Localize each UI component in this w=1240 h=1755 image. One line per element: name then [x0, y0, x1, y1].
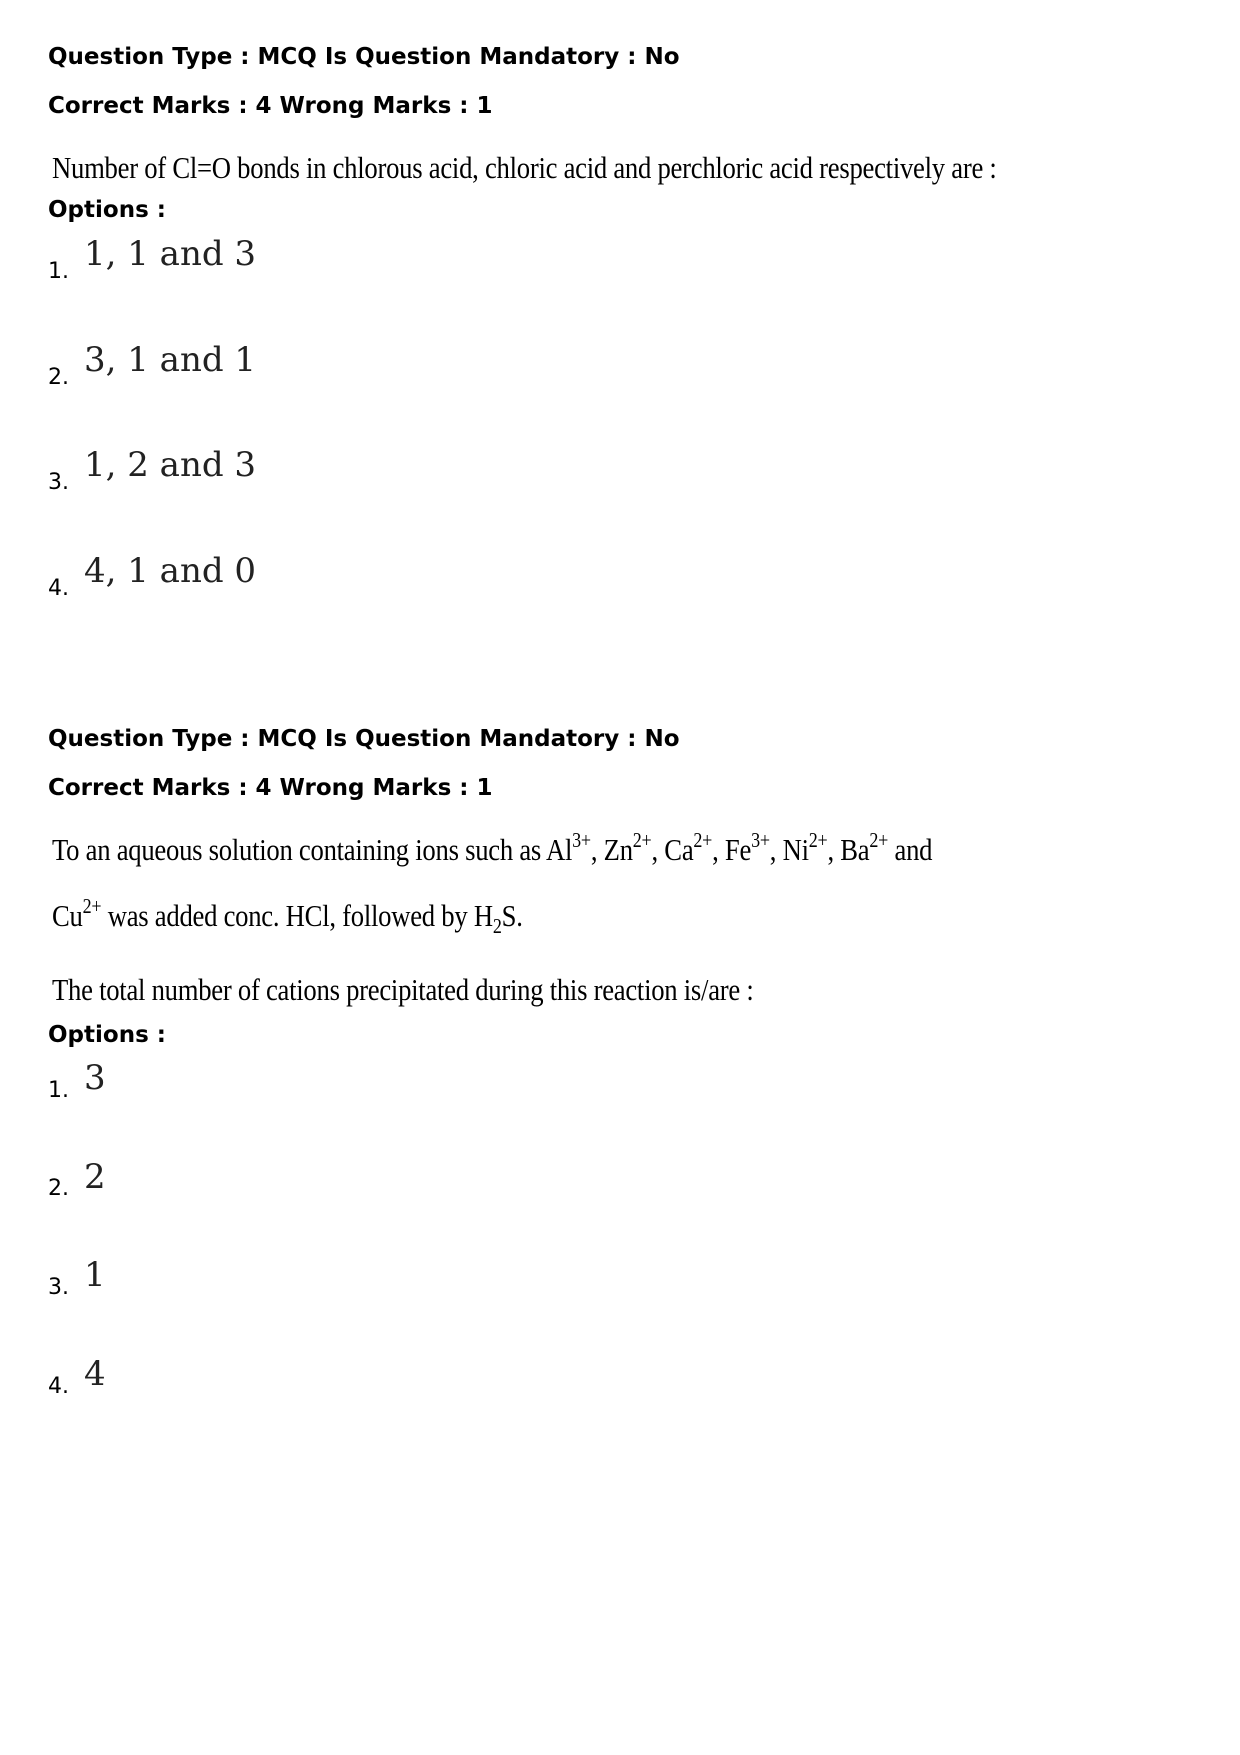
q2-option-4[interactable]: 4: [84, 1354, 106, 1394]
q1-option-3-number: 3.: [48, 470, 69, 495]
q2-intro-text: To an aqueous solution containing ions such as: [52, 832, 542, 867]
ion-al: $Al^{3+}$: [545, 827, 591, 867]
q2-type-line: Question Type : MCQ Is Question Mandatory : No: [48, 726, 680, 752]
ion-ba: $Ba^{2+}$: [840, 827, 889, 867]
q2-question-line-2: [52, 893, 523, 939]
q2-option-2-number: 2.: [48, 1176, 69, 1201]
ion-zn: $Zn^{2+}$: [603, 827, 652, 867]
q2-marks-line: Correct Marks : 4 Wrong Marks : 1: [48, 775, 493, 801]
q2-options-label: Options :: [48, 1022, 166, 1048]
reagent-h2s: $H_2S$.: [473, 898, 523, 939]
q2-question-line-1: To an aqueous solution containing ions such as $Al^{3+}$, $Zn^{2+}$, $Ca^{2+}$, $Fe^{3+}$, $Ni^{2+}$, $Ba^{2+}$ and: [52, 827, 933, 867]
q1-option-4-number: 4.: [48, 576, 69, 601]
q2-option-3-number: 3.: [48, 1275, 69, 1300]
ion-cu: $Cu^{2+}$: [52, 893, 102, 933]
q1-option-1-number: 1.: [48, 259, 69, 284]
and-word: and: [894, 832, 933, 867]
q1-option-2[interactable]: 3, 1 and 1: [84, 340, 257, 380]
ion-ca: $Ca^{2+}$: [664, 827, 713, 867]
q2-question-line-3: The total number of cations precipitated during this reaction is/are :: [52, 972, 754, 1007]
q1-question-text: Number of Cl=O bonds in chlorous acid, chloric acid and perchloric acid respectively are :: [52, 150, 997, 185]
q1-option-4[interactable]: 4, 1 and 0: [84, 551, 257, 591]
q1-type-line: Question Type : MCQ Is Question Mandatory : No: [48, 44, 680, 70]
q2-option-1-number: 1.: [48, 1078, 69, 1103]
q2-option-3[interactable]: 1: [84, 1255, 106, 1295]
q1-option-3[interactable]: 1, 2 and 3: [84, 445, 257, 485]
ion-ni: $Ni^{2+}$: [782, 827, 828, 867]
q1-option-1[interactable]: 1, 1 and 3: [84, 234, 257, 274]
q1-marks-line: Correct Marks : 4 Wrong Marks : 1: [48, 93, 493, 119]
q2-option-2[interactable]: 2: [84, 1157, 106, 1197]
q2-middle-text: was added conc. HCl, followed by: [107, 898, 468, 933]
ion-fe: $Fe^{3+}$: [724, 827, 770, 867]
q1-options-label: Options :: [48, 197, 166, 223]
q1-option-2-number: 2.: [48, 365, 69, 390]
q2-option-1[interactable]: 3: [84, 1058, 106, 1098]
q2-option-4-number: 4.: [48, 1374, 69, 1399]
